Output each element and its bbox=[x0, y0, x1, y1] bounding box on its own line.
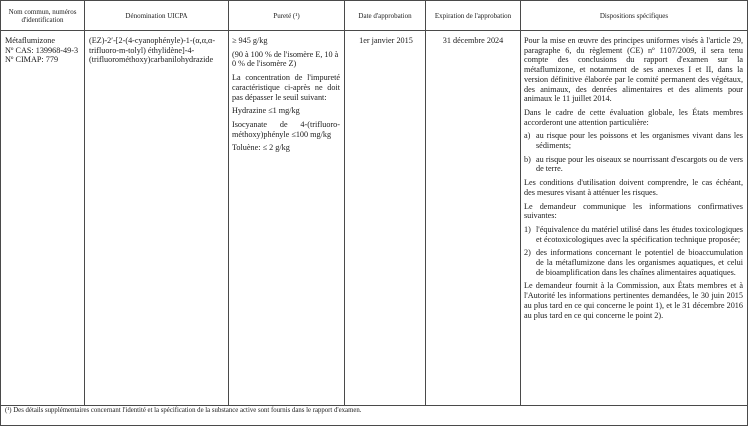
header-iupac: Dénomination UICPA bbox=[125, 11, 188, 20]
column-divider bbox=[228, 1, 229, 405]
list-text: au risque pour les oiseaux se nourrissant d'escargots ou de vers de terre. bbox=[536, 154, 743, 174]
cimap-number: Nº CIMAP: 779 bbox=[5, 55, 59, 65]
provision-list-item bbox=[524, 225, 743, 244]
purity-isocyanate: Isocyanate de 4-(trifluoro-méthoxy)phényle ≤100 mg/kg bbox=[232, 119, 340, 139]
footnote: (¹) Des détails supplémentaires concernant l'identité et la spécification de la substance active sont fournis dans le rapport d'examen. bbox=[5, 407, 362, 414]
column-divider bbox=[344, 1, 345, 405]
list-marker: 1) bbox=[524, 224, 531, 234]
provisions-cell bbox=[524, 36, 743, 324]
purity-isomers: (90 à 100 % de l'isomère E, 10 à 0 % de l'isomère Z) bbox=[232, 49, 339, 69]
list-marker: 2) bbox=[524, 248, 531, 258]
provision-paragraph: Dans le cadre de cette évaluation globale, les États membres accorderont une attention particulière: bbox=[524, 107, 743, 127]
purity-toluene: Toluène: ≤ 2 g/kg bbox=[232, 143, 290, 153]
purity-cell bbox=[232, 36, 340, 157]
column-divider bbox=[520, 1, 521, 405]
header-nom: Nom commun, numéros d'identification bbox=[8, 7, 77, 24]
approval-date: 1er janvier 2015 bbox=[359, 36, 413, 45]
provision-list-item bbox=[524, 155, 743, 174]
expiration-date: 31 décembre 2024 bbox=[442, 36, 504, 45]
provision-paragraph: Les conditions d'utilisation doivent comprendre, le cas échéant, des mesures visant à atténuer les risques. bbox=[524, 178, 743, 197]
column-divider bbox=[425, 1, 426, 405]
purity-impurities-intro: La concentration de l'impureté caractéristique ci-après ne doit pas dépasser le seuil suivant: bbox=[232, 73, 340, 102]
substance-cell bbox=[5, 36, 81, 65]
provision-list-item bbox=[524, 131, 743, 150]
provision-list-item bbox=[524, 248, 743, 277]
iupac-name: (EZ)-2′-[2-(4-cyanophényle)-1-(α,α,α-trifluoro-m-tolyl) éthylidène]-4-(trifluorométhoxy)carbanilohydrazide bbox=[89, 36, 216, 65]
substance-name: Métaflumizone bbox=[5, 36, 56, 45]
column-divider bbox=[84, 1, 85, 405]
provision-paragraph: Pour la mise en œuvre des principes uniformes visés à l'article 29, paragraphe 6, du règlement (CE) nº 1107/2009, il sera tenu compte des conclusions du rapport d'examen sur la métaflumizone, et notamment de ses annexes I et II, dans la version définitive élaborée par le comité permanent des végétaux, des animaux, des denrées alimentaires et des aliments pour animaux le 11 juillet 2014. bbox=[524, 36, 743, 104]
list-marker: b) bbox=[524, 154, 531, 164]
list-text: des informations concernant le potentiel de bioaccumulation de la métaflumizone dans les organismes aquatiques, et celui de bioamplification dans les chaînes alimentaires aquatiques. bbox=[536, 248, 743, 277]
cas-number: Nº CAS: 139968-49-3 bbox=[5, 45, 79, 55]
list-marker: a) bbox=[524, 131, 531, 141]
header-expiration: Expiration de l'approbation bbox=[434, 11, 512, 20]
header-dispositions: Dispositions spécifiques bbox=[599, 11, 669, 20]
provision-paragraph: Le demandeur fournit à la Commission, aux États membres et à l'Autorité les informations pertinentes demandées, le 30 juin 2015 au plus tard en ce qui concerne le point 1), et le 31 décembre 2016 au plus tard en ce qui concerne le point 2). bbox=[524, 281, 743, 320]
header-purete: Pureté (¹) bbox=[273, 11, 300, 20]
list-text: l'équivalence du matériel utilisé dans les études toxicologiques et écotoxicologiques avec la spécification technique proposée; bbox=[536, 224, 743, 244]
purity-hydrazine: Hydrazine ≤1 mg/kg bbox=[232, 106, 300, 116]
footnote-divider bbox=[1, 405, 747, 406]
header-date-approbation: Date d'approbation bbox=[358, 11, 412, 20]
purity-main: ≥ 945 g/kg bbox=[232, 36, 268, 45]
list-text: au risque pour les poissons et les organismes vivant dans les sédiments; bbox=[536, 131, 743, 151]
provision-paragraph: Le demandeur communique les informations confirmatives suivantes: bbox=[524, 201, 743, 221]
